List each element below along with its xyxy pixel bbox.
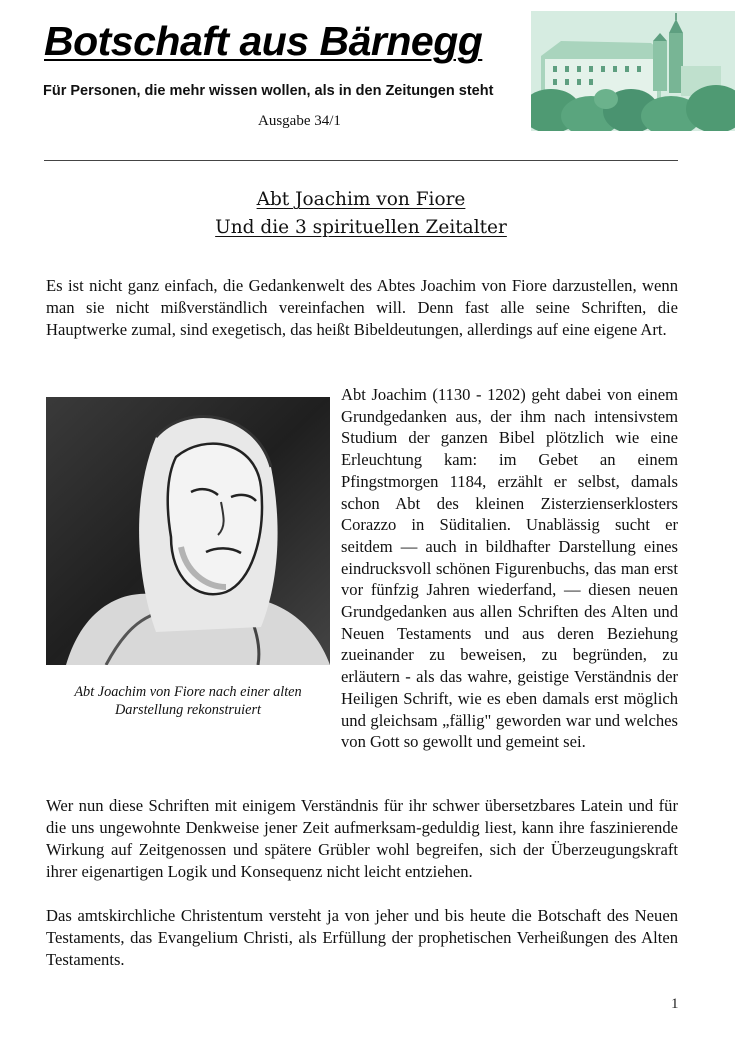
article-title — [44, 186, 678, 242]
paragraph-christianity: Das amtskirchliche Christentum versteht ja von jeher und bis heute die Botschaft des Neuen Testaments, das Evangelium Christi, als Erfüllung der prophetischen Verheißungen des Alten Testaments. — [46, 906, 678, 969]
header-divider — [44, 160, 678, 161]
caption-line2: Darstellung rekonstruiert — [114, 702, 261, 718]
paragraph-intro: Es ist nicht ganz einfach, die Gedankenwelt des Abtes Joachim von Fiore darzustellen, wenn man sie nicht mißverständlich vereinfachen will. Denn fast alle seine Schriften, die Hauptwerke zumal, sind exegetisch, das heißt Bibeldeutungen, allerdings auf eine eigene Art. — [46, 276, 678, 339]
masthead-tagline: Für Personen, die mehr wissen wollen, als in den Zeitungen steht — [43, 83, 494, 99]
issue-number: Ausgabe 34/1 — [258, 113, 341, 129]
caption-line1: Abt Joachim von Fiore nach einer alten — [74, 684, 302, 700]
article-title-line1: Abt Joachim von Fiore — [256, 189, 466, 210]
paragraph-joachim: Abt Joachim (1130 - 1202) geht dabei von einem Grundgedanken aus, der ihm nach intensivstem Studium der ganzen Bibel plötzlich wie eine Erleuchtung kam: im Gebet an einem Pfingstmorgen 1184, erzählt er selbst, damals schon Abt des kleinen Zisterzienserklosters Corazzo in Süditalien. Unablässig sucht er seitdem — auch in bildhafter Darstellung eines eindrucksvoll schönen Figurenbuchs, das man erst vor fünfzig Jahren wiederfand, — diesen neuen Grundgedanken aus allen Schriften des Alten und Neuen Testaments und aus deren Beziehung zueinander zu beweisen, zu begründen, zu erläutern - als das wahre, geistige Verständnis der Heiligen Schrift, wie es eben damals erst möglich und gleichsam „fällig" geworden war und welches von Gott so gewollt und gemeint sei. — [341, 385, 678, 752]
castle-illustration-icon — [531, 11, 735, 131]
portrait-image — [46, 397, 330, 665]
masthead-title: Botschaft aus Bärnegg — [44, 18, 483, 64]
paragraph-readers: Wer nun diese Schriften mit einigem Verständnis für ihr schwer übersetzbares Latein und für die uns ungewohnte Denkweise jener Zeit aufmerksam-geduldig liest, kann ihre faszinierende Wirkung auf Zeitgenossen und spätere Grübler wohl begreifen, sich der Überzeugungskraft ihrer eigenartigen Logik und Konsequenz nicht leicht entziehen. — [46, 796, 678, 881]
article-title-line2: Und die 3 spirituellen Zeitalter — [215, 217, 507, 238]
page-number: 1 — [671, 996, 679, 1012]
monk-portrait-icon — [46, 397, 330, 665]
portrait-caption — [46, 683, 330, 719]
castle-header-image — [531, 11, 735, 131]
